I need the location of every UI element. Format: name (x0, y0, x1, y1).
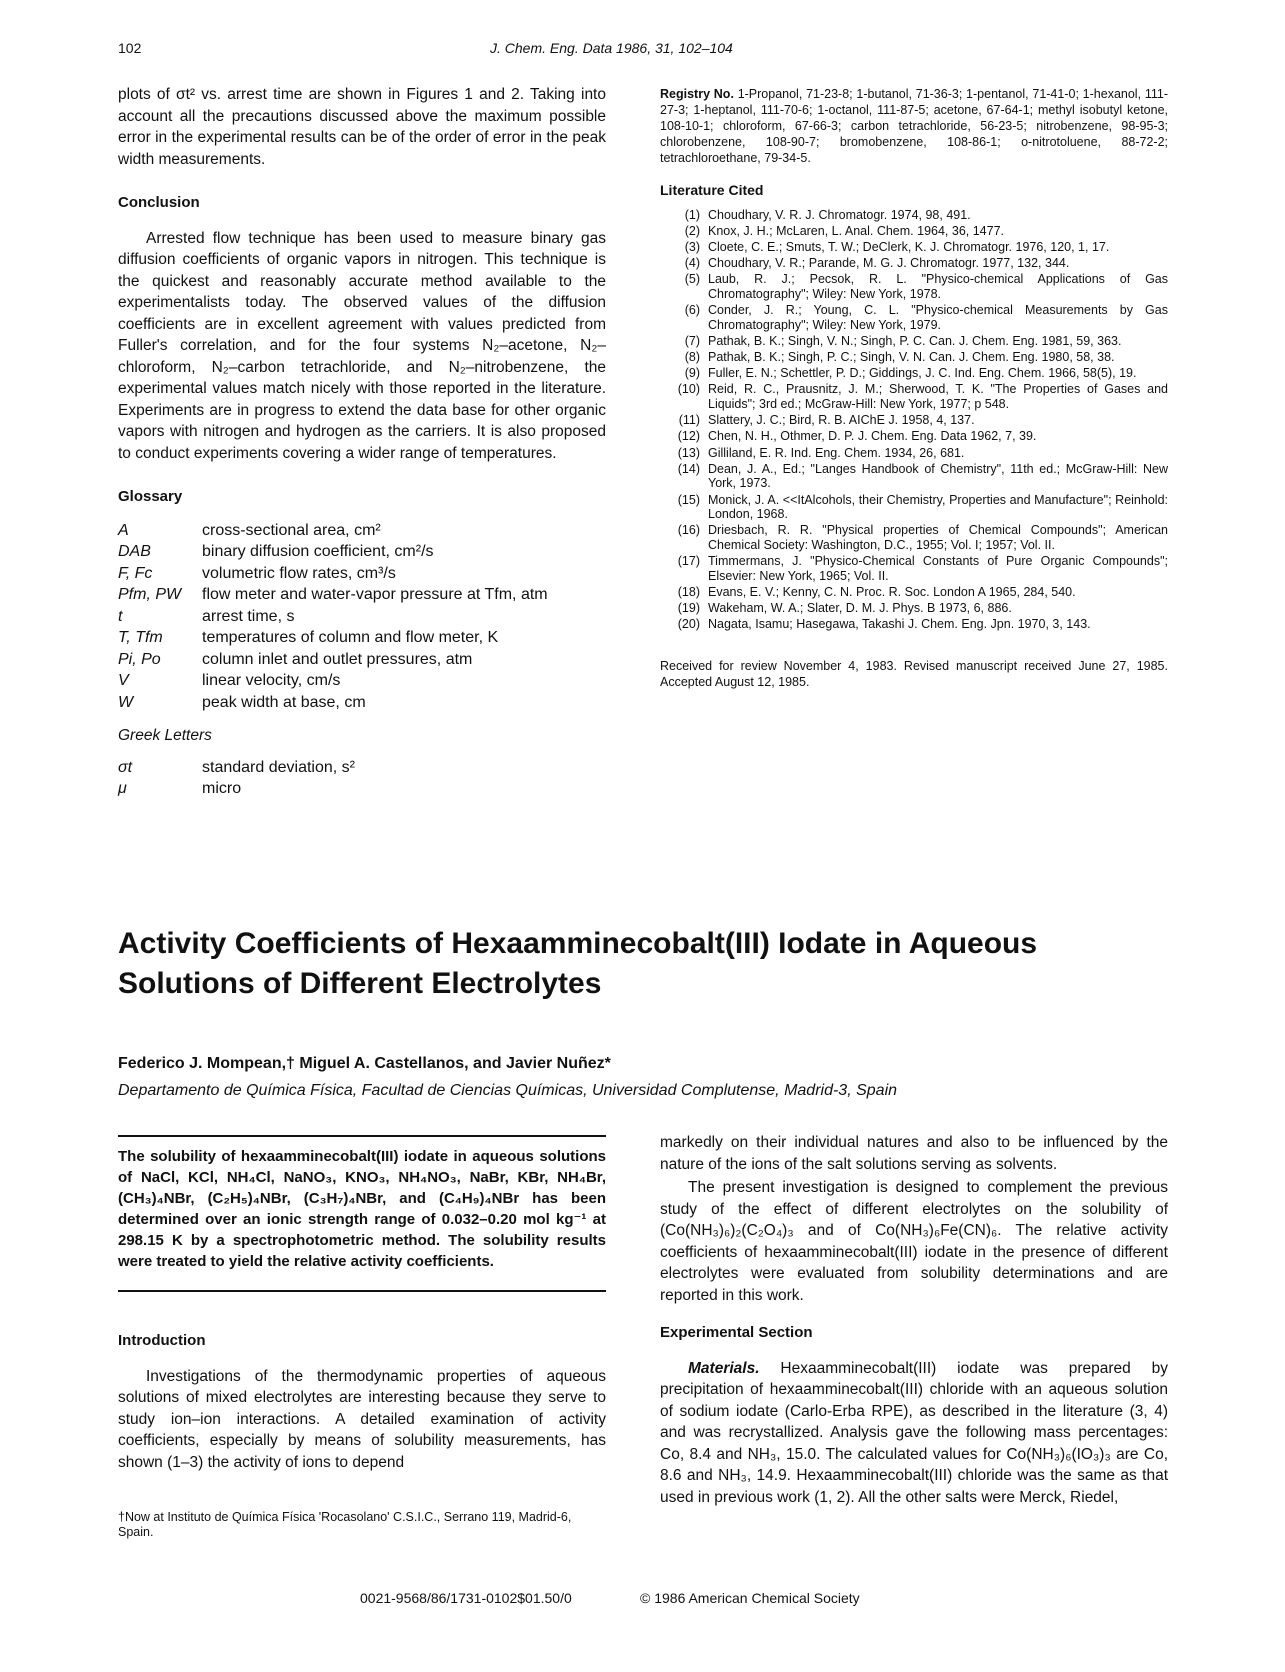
reference-item: (6) Conder, J. R.; Young, C. L. "Physico-chemical Measurements by Gas Chromatography"; Wiley: New York, 1979. (684, 303, 1168, 333)
reference-item: (9) Fuller, E. N.; Schettler, P. D.; Giddings, J. C. Ind. Eng. Chem. 1966, 58(5), 19. (684, 366, 1137, 381)
glossary-row: DAB binary diffusion coefficient, cm²/s (118, 543, 434, 560)
intro-paragraph: plots of σt² vs. arrest time are shown in Figures 1 and 2. Taking into account all the precautions discussed above the maximum possible error in the experimental results can be of the order of error in the peak width measurements. (118, 86, 606, 168)
experimental-heading: Experimental Section (660, 1324, 813, 1341)
materials-text: Hexaamminecobalt(III) iodate was prepared by precipitation of hexaamminecobalt(III) chloride with an aqueous solution of sodium iodate (Carlo-Erba RPE), as described in the literature (3, 4) and was recrystallized. Analysis gave the following mass percentages: Co, 8.4 and NH₃, 15.0. The calculated values for Co(NH₃)₆(IO₃)₃ are Co, 8.6 and NH₃, 14.9. Hexaamminecobalt(III) chloride was the same as that used in previous work (1, 2). All the other salts were Merck, Riedel, (660, 1359, 1168, 1506)
glossary-row: μ micro (118, 780, 242, 797)
reference-item: (10) Reid, R. C., Prausnitz, J. M.; Sherwood, T. K. "The Properties of Gases and Liquids"; 3rd ed.; McGraw-Hill: New York, 1977; p 548. (677, 382, 1168, 412)
reference-item: (12) Chen, N. H., Othmer, D. P. J. Chem. Eng. Data 1962, 7, 39. (677, 429, 1037, 444)
reference-item: (7) Pathak, B. K.; Singh, V. N.; Singh, P. C. Can. J. Chem. Eng. 1981, 59, 363. (684, 334, 1122, 349)
introduction-text: Investigations of the thermodynamic properties of aqueous solutions of mixed electrolytes are interesting because they serve to study ion–ion interactions. A detailed examination of activity coefficients, especially by means of solubility measurements, has shown (1–3) the activity of ions to depend (118, 1367, 606, 1471)
reference-item: (16) Driesbach, R. R. "Physical properties of Chemical Compounds"; American Chemical Society: Washington, D.C., 1955; Vol. I; 1957; Vol. II. (677, 523, 1168, 553)
glossary-list (118, 520, 606, 714)
journal-header: J. Chem. Eng. Data 1986, 31, 102–104 (490, 40, 733, 56)
reference-item: (3) Cloete, C. E.; Smuts, T. W.; DeClerk, K. J. Chromatogr. 1976, 120, 1, 17. (684, 240, 1110, 255)
greek-list (118, 757, 606, 800)
glossary-row: F, Fc volumetric flow rates, cm³/s (118, 564, 396, 582)
materials-paragraph (660, 1358, 1168, 1509)
reference-item: (19) Wakeham, W. A.; Slater, D. M. J. Phys. B 1973, 6, 886. (677, 601, 1012, 616)
materials-label: Materials. (688, 1359, 760, 1377)
left-top-column (118, 84, 606, 800)
introduction-heading: Introduction (118, 1332, 206, 1349)
reference-item: (11) Slattery, J. C.; Bird, R. B. AIChE J. 1958, 4, 137. (678, 413, 975, 428)
conclusion-text: Arrested flow technique has been used to measure binary gas diffusion coefficients of organic vapors in nitrogen. This technique is the quickest and reasonably accurate method available to the experimentalists today. The observed values of the diffusion coefficients are in excellent agreement with values predicted from Fuller's correlation, and for the four systems N₂–acetone, N₂–chloroform, N₂–carbon tetrachloride, and N₂–nitrobenzene, the experimental values match nicely with those reported in the literature. Experiments are in progress to extend the data base for other organic vapors with nitrogen and hydrogen as the carriers. It is also proposed to conduct experiments covering a wider range of temperatures. (118, 229, 606, 462)
reference-item: (5) Laub, R. J.; Pecsok, R. L. "Physico-chemical Applications of Gas Chromatography"; Wiley: New York, 1978. (684, 272, 1168, 302)
reference-item: (4) Choudhary, V. R.; Parande, M. G. J. Chromatogr. 1977, 132, 344. (684, 256, 1070, 271)
right-bottom-column (660, 1132, 1168, 1508)
right-paragraph-2: The present investigation is designed to complement the previous study of the effect of different electrolytes on the solubility of (Co(NH₃)₆)₂(C₂O₄)₃ and of Co(NH₃)₆Fe(CN)₆. The relative activity coefficients of hexaamminecobalt(III) iodate in the presence of different electrolytes were evaluated from solubility determinations and are reported in this work. (660, 1179, 1168, 1304)
reference-item: (14) Dean, J. A., Ed.; "Langes Handbook of Chemistry", 11th ed.; McGraw-Hill: New York, 1973. (677, 461, 1168, 491)
footer-code: 0021-9568/86/1731-0102$01.50/0 (360, 1590, 572, 1606)
glossary-row: t arrest time, s (118, 607, 295, 625)
glossary-row: σt standard deviation, s² (118, 758, 355, 776)
reference-item: (1) Choudhary, V. R. J. Chromatogr. 1974, 98, 491. (684, 208, 971, 222)
literature-heading: Literature Cited (660, 182, 764, 198)
registry-label: Registry No. (660, 87, 734, 101)
abstract-bottom-rule (118, 1290, 606, 1292)
glossary-row: W peak width at base, cm (118, 693, 366, 711)
glossary-row: A cross-sectional area, cm² (118, 521, 381, 539)
footnote: †Now at Instituto de Química Física 'Rocasolano' C.S.I.C., Serrano 119, Madrid-6, Spain. (118, 1510, 572, 1539)
reference-item: (2) Knox, J. H.; McLaren, L. Anal. Chem. 1964, 36, 1477. (684, 224, 1005, 239)
reference-item: (17) Timmermans, J. "Physico-Chemical Constants of Pure Organic Compounds"; Elsevier: New York, 1965; Vol. II. (677, 554, 1168, 584)
reference-list (660, 208, 1168, 632)
glossary-row: T, Tfm temperatures of column and flow meter, K (118, 629, 499, 646)
glossary-row: Pi, Po column inlet and outlet pressures, atm (118, 650, 473, 668)
registry-text: 1-Propanol, 71-23-8; 1-butanol, 71-36-3; 1-pentanol, 71-41-0; 1-hexanol, 111-27-3; 1-heptanol, 111-70-6; 1-octanol, 111-87-5; acetone, 67-64-1; methyl isobutyl ketone, 108-10-1; chloroform, 67-66-3; carbon tetrachloride, 56-23-5; nitrobenzene, 98-95-3; chlorobenzene, 108-90-7; bromobenzene, 108-86-1; o-nitrotoluene, 88-72-2; tetrachloroethane, 79-34-5. (660, 87, 1168, 165)
reference-item: (20) Nagata, Isamu; Hasegawa, Takashi J. Chem. Eng. Jpn. 1970, 3, 143. (677, 617, 1091, 632)
abstract: The solubility of hexaamminecobalt(III) iodate in aqueous solutions of NaCl, KCl, NH₄Cl, NaNO₃, KNO₃, NH₄NO₃, NaBr, KBr, NH₄Br, (CH₃)₄NBr, (C₂H₅)₄NBr, (C₃H₇)₄NBr, and (C₄H₉)₄NBr has been determined over an ionic strength range of 0.032–0.20 mol kg⁻¹ at 298.15 K by a spectrophotometric method. The solubility results were treated to yield the relative activity coefficients. (118, 1148, 606, 1270)
right-paragraph-1: markedly on their individual natures and also to be influenced by the nature of the ions of the salt solutions serving as solvents. (660, 1134, 1168, 1173)
greek-heading: Greek Letters (118, 727, 212, 744)
reference-item: (8) Pathak, B. K.; Singh, P. C.; Singh, V. N. Can. J. Chem. Eng. 1980, 58, 38. (684, 350, 1115, 365)
reference-item: (18) Evans, E. V.; Kenny, C. N. Proc. R. Soc. London A 1965, 284, 540. (677, 585, 1076, 600)
abstract-top-rule (118, 1135, 606, 1137)
article-title: Activity Coefficients of Hexaamminecobalt(III) Iodate in Aqueous Solutions of Different Electrolytes (118, 927, 1038, 1000)
left-bottom-column (118, 1330, 606, 1473)
reference-item: (13) Gilliland, E. R. Ind. Eng. Chem. 1934, 26, 681. (677, 445, 965, 460)
glossary-row: Pfm, PW flow meter and water-vapor pressure at Tfm, atm (118, 586, 548, 603)
received-note: Received for review November 4, 1983. Revised manuscript received June 27, 1985. Accepted August 12, 1985. (660, 659, 1168, 690)
registry-block (660, 86, 1168, 166)
reference-item: (15) Monick, J. A. <<ItAlcohols, their Chemistry, Properties and Manufacture"; Reinhold: London, 1968. (677, 492, 1168, 522)
page-number: 102 (118, 40, 142, 56)
footer-copyright: © 1986 American Chemical Society (640, 1590, 860, 1606)
right-top-column (660, 86, 1168, 690)
glossary-heading: Glossary (118, 488, 183, 505)
affiliation: Departamento de Química Física, Facultad de Ciencias Químicas, Universidad Complutense, Madrid-3, Spain (118, 1082, 898, 1099)
conclusion-heading: Conclusion (118, 194, 200, 211)
glossary-row: V linear velocity, cm/s (118, 672, 341, 689)
authors: Federico J. Mompean,† Miguel A. Castellanos, and Javier Nuñez* (118, 1055, 611, 1072)
